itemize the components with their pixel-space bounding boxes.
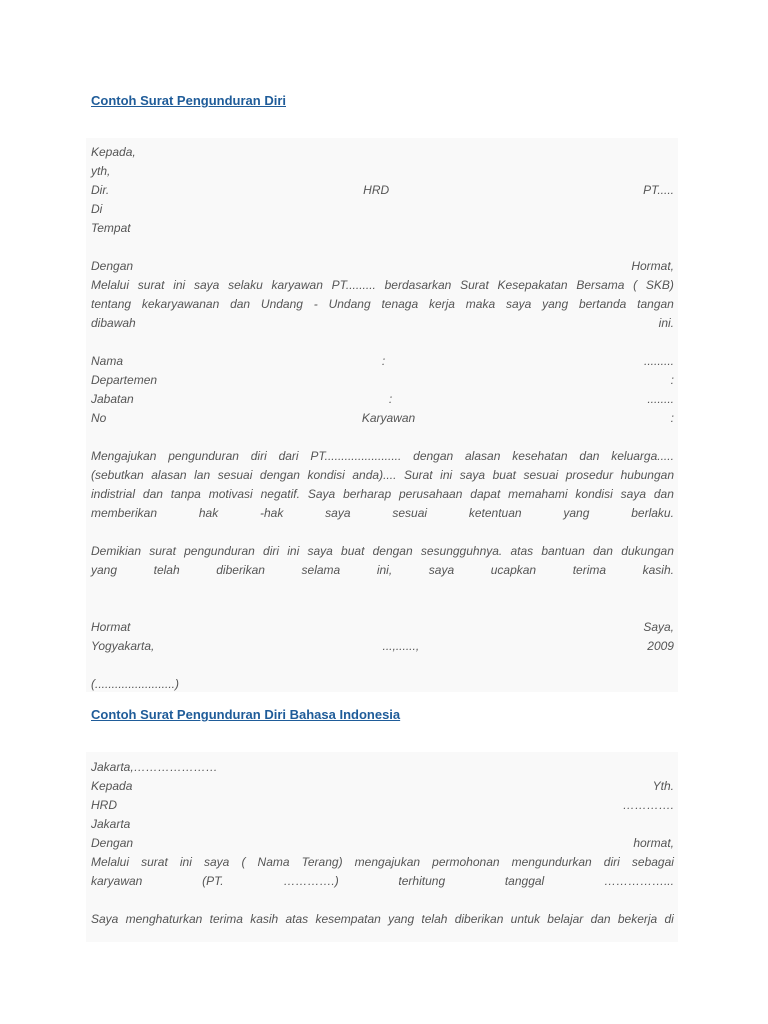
word: dari <box>278 449 299 463</box>
word: berdasarkan <box>384 278 452 292</box>
word: dukungan <box>621 544 674 558</box>
body-line-dibawah <box>91 315 674 331</box>
salutation-row-2 <box>91 835 674 851</box>
word: ini. <box>658 316 674 330</box>
word: alasan <box>465 449 501 463</box>
word: Dengan <box>91 259 134 273</box>
body-line-demikian <box>91 543 674 559</box>
word: saya <box>620 487 646 501</box>
word: hormat, <box>633 836 674 850</box>
jakarta-line: Jakarta <box>91 817 131 831</box>
word: ketentuan <box>468 506 522 520</box>
word: Yth. <box>652 779 674 793</box>
word: sesuai <box>217 468 253 482</box>
field-jabatan-row <box>91 391 674 407</box>
word: telah <box>421 912 448 926</box>
body-line-sebutkan <box>91 467 674 483</box>
word: Hormat <box>91 620 131 634</box>
word: hubungan <box>620 468 674 482</box>
word: di <box>664 912 674 926</box>
word: dan <box>590 912 611 926</box>
word: yang <box>388 912 415 926</box>
word: dapat <box>470 487 501 501</box>
word: saya <box>428 563 455 577</box>
word: bantuan <box>541 544 585 558</box>
word: ( <box>633 278 638 292</box>
word: diri <box>250 449 267 463</box>
word: terhitung <box>398 874 446 888</box>
word: kasih <box>250 912 279 926</box>
word: tangan <box>637 297 674 311</box>
word: Melalui <box>91 855 130 869</box>
word: selaku <box>228 278 263 292</box>
word: saya <box>307 544 333 558</box>
word: pengunduran <box>168 449 239 463</box>
word: karyawan <box>271 278 323 292</box>
word: Surat <box>460 278 489 292</box>
word: ini <box>173 278 186 292</box>
word: lan <box>194 468 211 482</box>
body-line-melalui <box>91 277 674 293</box>
signature-line: (........................) <box>91 677 180 691</box>
word: tenaga <box>381 297 419 311</box>
dir-row <box>91 182 674 198</box>
word: dan <box>579 449 600 463</box>
word: yang <box>91 563 118 577</box>
word: saya <box>325 506 351 520</box>
word: ucapkan <box>490 563 537 577</box>
word: ini <box>440 468 453 482</box>
word: menghaturkan <box>125 912 203 926</box>
word: maka <box>465 297 496 311</box>
word: Saya <box>91 912 119 926</box>
word: (PT. <box>202 874 224 888</box>
word: ......... <box>643 354 674 368</box>
word: 2009 <box>647 639 674 653</box>
word: motivasi <box>208 487 253 501</box>
word: -hak <box>260 506 284 520</box>
word: ( <box>241 855 246 869</box>
closing-row <box>91 619 674 635</box>
word: ……………... <box>603 874 674 888</box>
field-no-karyawan-row <box>91 410 674 426</box>
word: : <box>388 392 393 406</box>
word: kesehatan <box>512 449 568 463</box>
word: ...,......, <box>382 639 420 653</box>
word: Mengajukan <box>91 449 157 463</box>
word: berlaku. <box>631 506 674 520</box>
word: Departemen <box>91 373 158 387</box>
word: terima <box>209 912 243 926</box>
word: buat <box>492 468 516 482</box>
word: tanpa <box>170 487 201 501</box>
word: negatif. <box>260 487 300 501</box>
word: HRD <box>91 798 117 812</box>
word: diberikan <box>454 912 504 926</box>
word: belajar <box>547 912 584 926</box>
word: diri <box>603 855 620 869</box>
word: saya <box>204 855 230 869</box>
word: kekaryawanan <box>141 297 220 311</box>
word: indistrial <box>91 487 136 501</box>
word: : <box>381 354 386 368</box>
word: kesempatan <box>315 912 381 926</box>
di-line: Di <box>91 202 103 216</box>
word: atas <box>285 912 309 926</box>
word: Dengan <box>91 836 134 850</box>
word: sesungguhnya. <box>420 544 503 558</box>
word: atas <box>510 544 534 558</box>
word: perusahaan <box>399 487 463 501</box>
word: bekerja <box>617 912 658 926</box>
word: Undang <box>328 297 371 311</box>
word: dengan <box>259 468 300 482</box>
word: yang <box>542 297 569 311</box>
kepada-yth-row <box>91 778 674 794</box>
word: Surat <box>403 468 433 482</box>
word: : <box>670 373 674 387</box>
word: tanggal <box>504 874 545 888</box>
word: Dir. <box>91 183 110 197</box>
word: - <box>313 297 318 311</box>
word: PT..... <box>643 183 674 197</box>
word: diberikan <box>216 563 265 577</box>
word: Jabatan <box>91 392 134 406</box>
word: …………. <box>622 798 674 812</box>
word: keluarga..... <box>611 449 674 463</box>
jakarta-date-line: Jakarta,………………… <box>91 760 218 774</box>
kepada-line: Kepada, <box>91 145 136 159</box>
word: Nama <box>257 855 290 869</box>
word: diri <box>263 544 280 558</box>
word: SKB) <box>645 278 674 292</box>
word: surat <box>149 544 176 558</box>
body-line-mengajukan <box>91 448 674 464</box>
word: dengan <box>413 449 454 463</box>
word: ini, <box>376 563 393 577</box>
word: Saya, <box>643 620 674 634</box>
word: kerja <box>428 297 455 311</box>
word: mengundurkan <box>511 855 592 869</box>
word: No <box>91 411 107 425</box>
word: terima <box>572 563 607 577</box>
word: Undang <box>260 297 303 311</box>
word: untuk <box>510 912 541 926</box>
word: Yogyakarta, <box>91 639 155 653</box>
word: prosedur <box>565 468 614 482</box>
body-line-memberikan <box>91 505 674 521</box>
word: Nama <box>91 354 124 368</box>
place-date-row <box>91 638 674 654</box>
word: hak <box>198 506 219 520</box>
word: dan <box>592 544 613 558</box>
tempat-line: Tempat <box>91 221 131 235</box>
word: Hormat, <box>631 259 674 273</box>
word: sesuai <box>523 468 559 482</box>
yth-line: yth, <box>91 164 111 178</box>
word: selama <box>301 563 341 577</box>
word: saya <box>193 278 220 292</box>
body-line-yang <box>91 562 674 578</box>
word: ini <box>179 855 192 869</box>
word: Terang) <box>301 855 343 869</box>
word: kondisi <box>307 468 345 482</box>
word: memahami <box>508 487 568 501</box>
word: Bersama <box>576 278 625 292</box>
word: kondisi <box>575 487 613 501</box>
word: ………….) <box>283 874 339 888</box>
word: mengajukan <box>354 855 421 869</box>
word: yang <box>563 506 590 520</box>
word: tentang <box>91 297 132 311</box>
word: saya <box>505 297 532 311</box>
word: sesuai <box>392 506 428 520</box>
field-departemen-row <box>91 372 674 388</box>
word: alasan <box>151 468 187 482</box>
word: surat <box>137 278 165 292</box>
word: saya <box>459 468 486 482</box>
word: dibawah <box>91 316 136 330</box>
word: Karyawan <box>361 411 416 425</box>
word: : <box>670 411 674 425</box>
word: Kepada <box>91 779 133 793</box>
word: anda).... <box>352 468 397 482</box>
word: dan <box>142 487 163 501</box>
word: dengan <box>372 544 413 558</box>
hrd-row <box>91 797 674 813</box>
word: Demikian <box>91 544 142 558</box>
word: telah <box>153 563 180 577</box>
body-line-karyawan-2 <box>91 873 674 889</box>
word: Saya <box>307 487 336 501</box>
body-line-tentang <box>91 296 674 312</box>
word: karyawan <box>91 874 143 888</box>
body-line-melalui-2 <box>91 854 674 870</box>
word: buat <box>341 544 365 558</box>
word: dan <box>230 297 251 311</box>
word: (sebutkan <box>91 468 144 482</box>
word: dan <box>653 487 674 501</box>
word: pengunduran <box>184 544 255 558</box>
field-nama-row <box>91 353 674 369</box>
body-line-industrial <box>91 486 674 502</box>
word: berharap <box>343 487 392 501</box>
word: PT......... <box>331 278 376 292</box>
word: Kesepakatan <box>497 278 568 292</box>
word: Melalui <box>91 278 130 292</box>
word: permohonan <box>432 855 500 869</box>
word: bertanda <box>578 297 627 311</box>
section2-title-link[interactable]: Contoh Surat Pengunduran Diri Bahasa Indonesia <box>91 707 401 722</box>
word: ini <box>287 544 300 558</box>
body-line-saya-2 <box>91 911 674 927</box>
word: memberikan <box>91 506 158 520</box>
word: surat <box>141 855 168 869</box>
word: ........ <box>647 392 674 406</box>
word: PT....................... <box>310 449 402 463</box>
word: sebagai <box>631 855 674 869</box>
word: kasih. <box>642 563 674 577</box>
word: HRD <box>363 183 390 197</box>
salutation-row <box>91 258 674 274</box>
section1-title-link[interactable]: Contoh Surat Pengunduran Diri <box>91 93 286 108</box>
